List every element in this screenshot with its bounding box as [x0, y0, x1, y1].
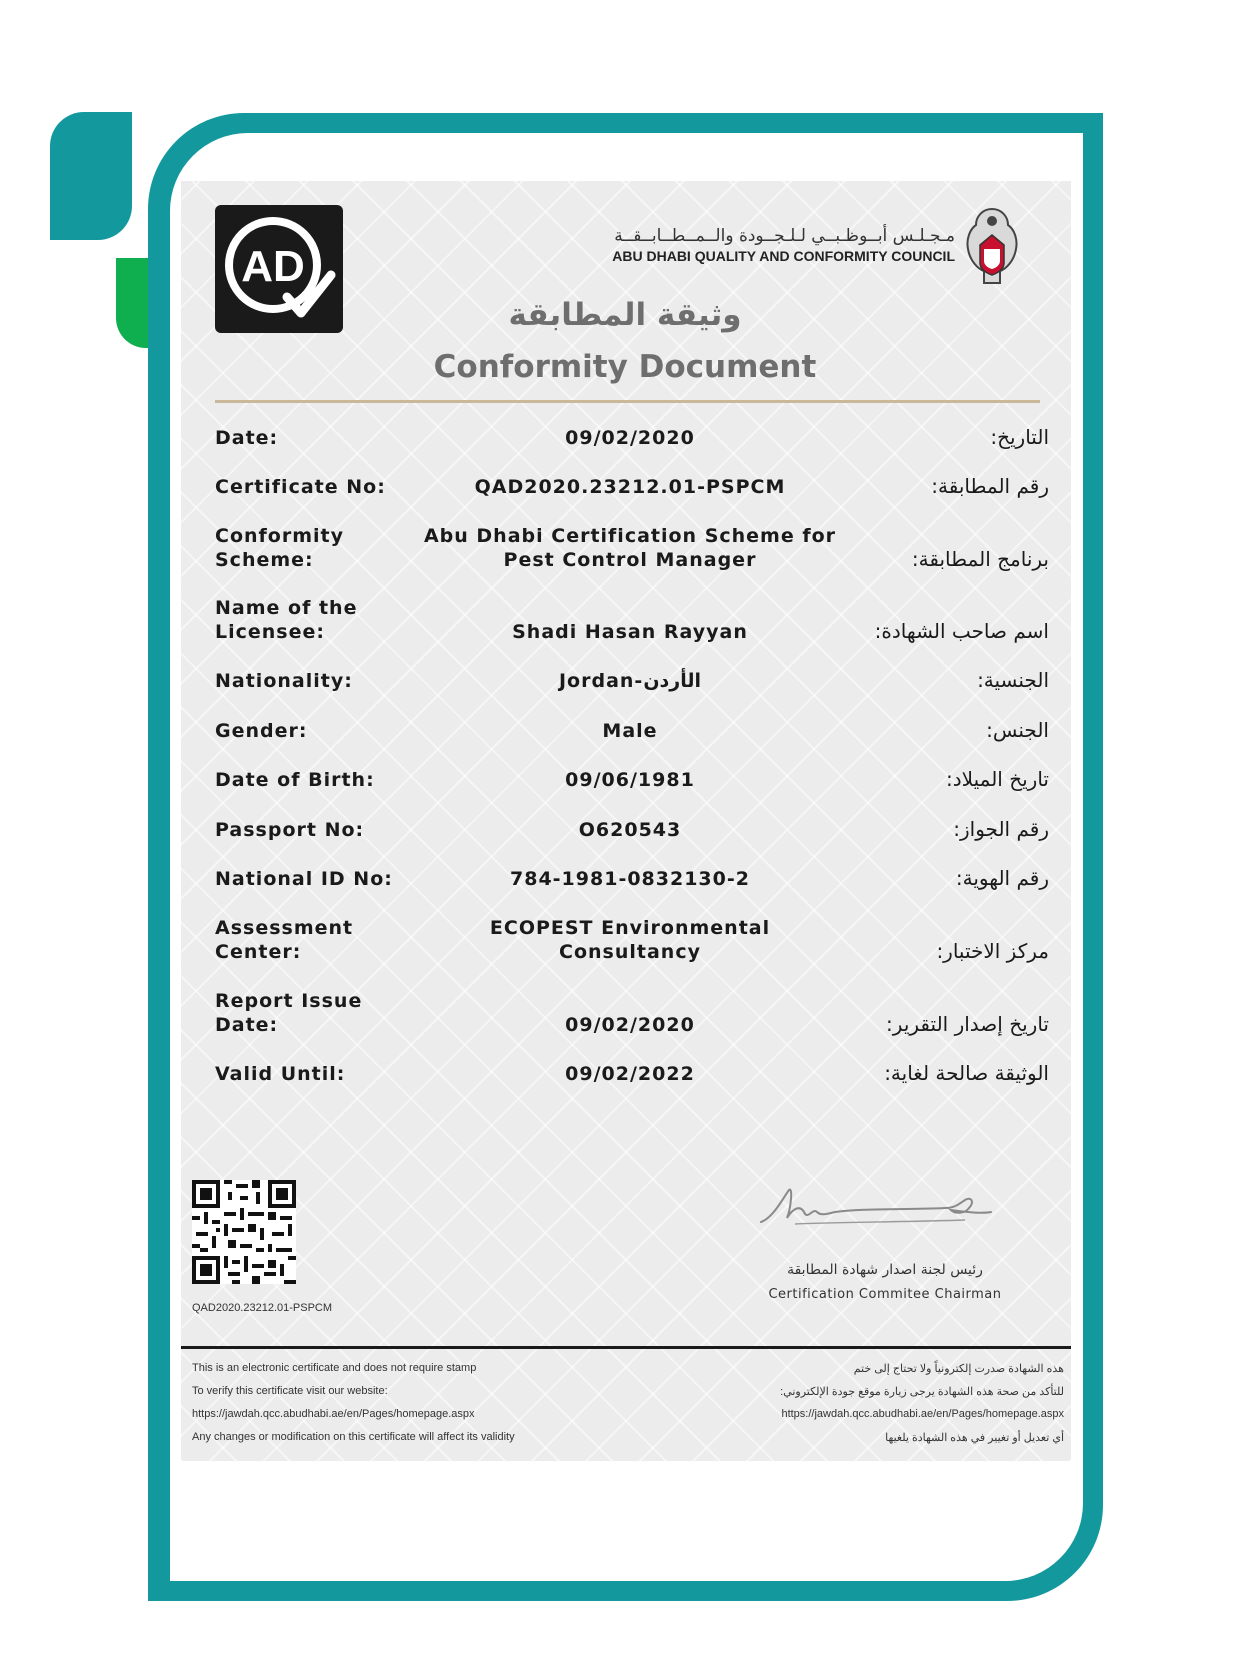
field-label: Conformity Scheme:	[215, 525, 344, 571]
field-row-assessment-center	[215, 914, 1049, 964]
field-label-ar: رقم الجواز:	[953, 817, 1049, 841]
field-row-nationality	[215, 643, 1049, 693]
field-value: O620543	[578, 819, 682, 841]
logo-text: AD	[241, 242, 305, 291]
field-label-ar: التاريخ:	[990, 425, 1049, 449]
field-value: 09/02/2022	[565, 1063, 695, 1085]
field-label: National ID No:	[215, 868, 393, 890]
field-row-gender	[215, 693, 1049, 743]
field-row-conformity-scheme	[215, 522, 1049, 572]
field-label: Date of Birth:	[215, 769, 375, 791]
title-ar: وثيقة المطابقة	[508, 297, 742, 333]
field-value: Shadi Hasan Rayyan	[512, 621, 748, 643]
qr-code-icon[interactable]	[192, 1180, 296, 1284]
field-label-ar: مركز الاختبار:	[936, 939, 1049, 963]
field-label: Name of the Licensee:	[215, 597, 358, 643]
field-value: Male	[602, 720, 658, 742]
field-row-report-issue-date	[215, 987, 1049, 1037]
field-row-passport-no	[215, 792, 1049, 842]
field-label-ar: تاريخ إصدار التقرير:	[886, 1012, 1049, 1036]
field-label-ar: برنامج المطابقة:	[911, 547, 1049, 571]
footer-divider	[181, 1346, 1071, 1349]
field-value: ECOPEST Environmental Consultancy	[489, 917, 771, 963]
signature-icon	[755, 1178, 995, 1248]
field-label-ar: رقم المطابقة:	[931, 474, 1049, 498]
field-label-ar: رقم الهوية:	[955, 866, 1049, 890]
footer-note-en: This is an electronic certificate and does not require stamp	[192, 1362, 477, 1374]
field-row-licensee-name	[215, 594, 1049, 644]
field-value: 09/06/1981	[565, 769, 695, 791]
qr-caption: QAD2020.23212.01-PSPCM	[192, 1302, 333, 1314]
field-row-date-of-birth	[215, 742, 1049, 792]
footer-note-ar: هذه الشهادة صدرت إلكترونياً ولا تحتاج إلى ختم	[853, 1363, 1064, 1375]
footer-note-en: Any changes or modification on this certificate will affect its validity	[192, 1431, 515, 1443]
field-label-ar: اسم صاحب الشهادة:	[874, 619, 1049, 643]
field-label-ar: الجنس:	[986, 718, 1049, 742]
field-label-ar: الجنسية:	[977, 668, 1049, 692]
field-row-valid-until	[215, 1036, 1049, 1086]
field-label: Report Issue Date:	[215, 990, 363, 1036]
field-label: Nationality:	[215, 670, 353, 692]
field-label: Certificate No:	[215, 476, 386, 498]
footer-note-ar: أي تعديل أو تغيير في هذه الشهادة يلغيها	[885, 1432, 1064, 1444]
field-row-national-id	[215, 841, 1049, 891]
field-value: 784-1981-0832130-2	[510, 868, 750, 890]
field-row-certificate-no	[215, 449, 1049, 499]
field-value: 09/02/2020	[565, 427, 695, 449]
council-name-en: ABU DHABI QUALITY AND CONFORMITY COUNCIL	[612, 248, 955, 264]
decorative-teal-tab	[50, 112, 132, 240]
field-value: 09/02/2020	[565, 1014, 695, 1036]
field-label: Gender:	[215, 720, 308, 742]
chairman-title-ar: رئيس لجنة اصدار شهادة المطابقة	[787, 1262, 983, 1278]
falcon-emblem-icon	[962, 205, 1022, 287]
field-row-date	[215, 400, 1049, 450]
field-value: Jordan-الأردن	[558, 670, 701, 692]
council-name-ar: مـجـلـس أبــوظـبــي لـلـجــودة والــمــطــابــقــة	[614, 226, 955, 246]
footer-verify-link-ar[interactable]: https://jawdah.qcc.abudhabi.ae/en/Pages/homepage.aspx	[781, 1408, 1064, 1420]
footer-note-en: To verify this certificate visit our website:	[192, 1385, 388, 1397]
footer-note-ar: للتأكد من صحة هذه الشهادة يرجى زيارة موقع جودة الإلكتروني:	[780, 1386, 1064, 1398]
field-label: Passport No:	[215, 819, 365, 841]
field-label: Date:	[215, 427, 279, 449]
chairman-title-en: Certification Commitee Chairman	[768, 1287, 1002, 1302]
field-label-ar: تاريخ الميلاد:	[946, 767, 1049, 791]
field-label: Valid Until:	[215, 1063, 346, 1085]
field-label: Assessment Center:	[215, 917, 354, 963]
field-value: Abu Dhabi Certification Scheme for Pest Control Manager	[423, 525, 837, 571]
title-en: Conformity Document	[433, 349, 817, 385]
field-label-ar: الوثيقة صالحة لغاية:	[884, 1061, 1049, 1085]
footer-verify-link-en[interactable]: https://jawdah.qcc.abudhabi.ae/en/Pages/homepage.aspx	[192, 1408, 475, 1420]
field-value: QAD2020.23212.01-PSPCM	[474, 476, 786, 498]
council-name	[600, 226, 955, 264]
